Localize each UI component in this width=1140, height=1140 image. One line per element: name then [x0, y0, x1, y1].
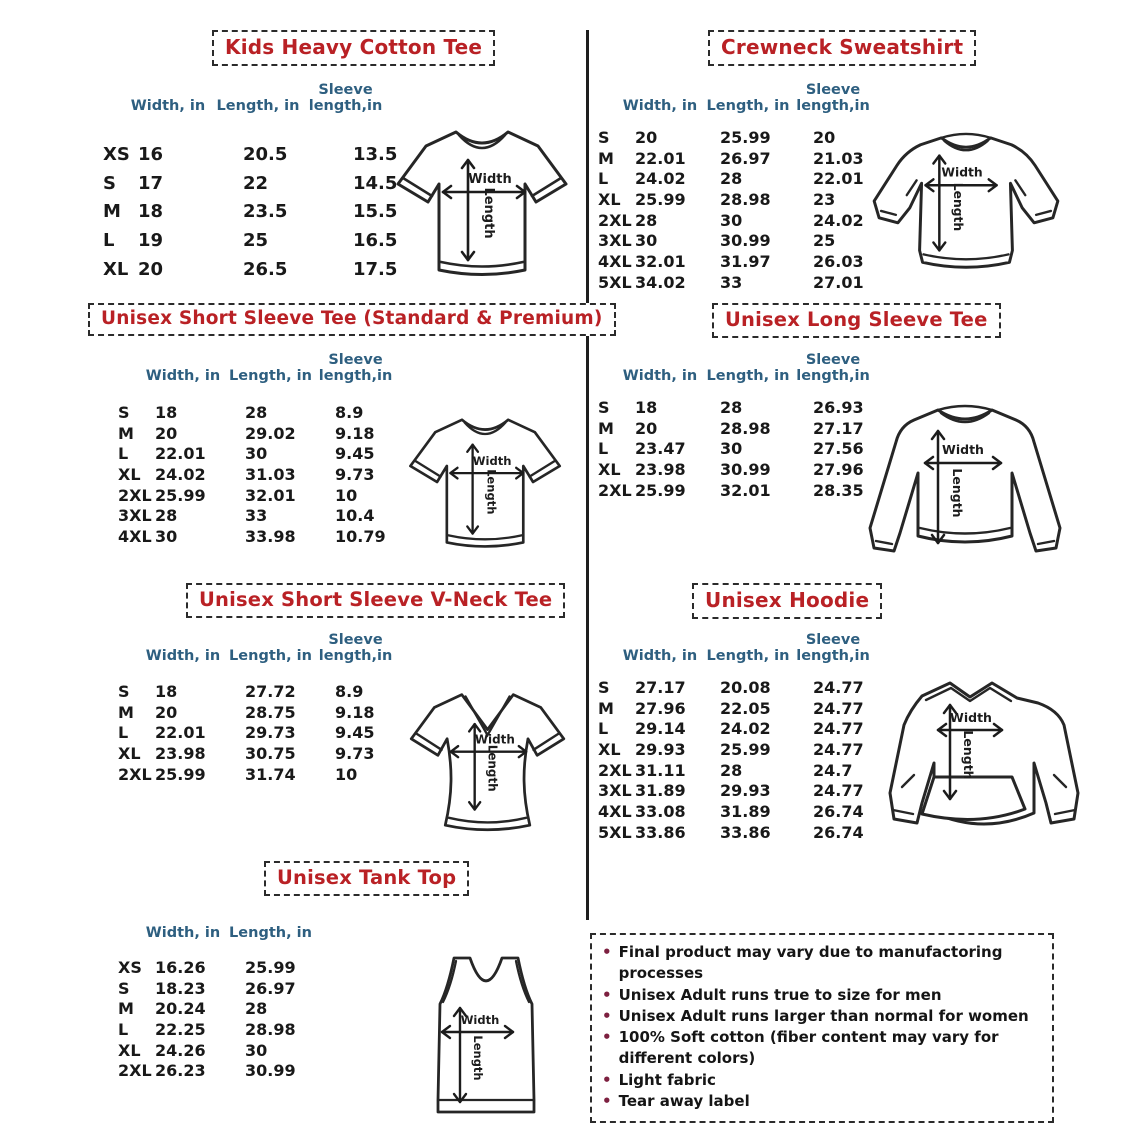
kids-tee-illustration [390, 112, 575, 292]
measurement-value: 20 [155, 702, 178, 722]
width-label: Width [460, 1013, 500, 1027]
table-row [598, 148, 903, 169]
table-row [118, 1060, 335, 1081]
measurement-value: 28 [720, 760, 743, 780]
measurement-value: 33.86 [720, 822, 771, 842]
measurement-value: 27.17 [635, 677, 686, 697]
width-label: Width [941, 165, 983, 180]
table-row [598, 251, 903, 272]
section-title-std-tee: Unisex Short Sleeve Tee (Standard & Premium) [88, 303, 616, 336]
measurement-value: 25.99 [635, 189, 686, 209]
length-label: Length [961, 730, 976, 780]
col-header-width: Width, in [130, 97, 206, 114]
size-label: S [598, 397, 610, 417]
size-label: 4XL [118, 526, 152, 546]
measurement-value: 20.24 [155, 999, 206, 1019]
size-label: 2XL [118, 1061, 152, 1081]
measurement-value: 22.05 [720, 698, 771, 718]
section-title-tank: Unisex Tank Top [264, 861, 469, 896]
measurement-value: 10.79 [335, 526, 386, 546]
measurement-value: 10 [335, 485, 358, 505]
col-header-length: Length, in [229, 647, 312, 664]
col-header-sleeve: Sleeve length,in [318, 631, 393, 664]
measurement-value: 20 [138, 259, 164, 281]
table-row [598, 438, 903, 459]
measurement-value: 25.99 [155, 764, 206, 784]
measurement-value: 18 [635, 397, 658, 417]
length-label: Length [485, 744, 500, 792]
size-label: M [118, 423, 134, 443]
measurement-value: 24.77 [813, 719, 864, 739]
measurement-value: 30 [245, 444, 268, 464]
col-header-sleeve: Sleeve length,in [308, 81, 383, 114]
table-row [598, 272, 903, 293]
table-row [118, 485, 425, 506]
measurement-value: 14.5 [353, 172, 398, 194]
section-title-hoodie: Unisex Hoodie [692, 583, 882, 619]
measurement-value: 24.02 [635, 169, 686, 189]
col-header-sleeve: Sleeve length,in [796, 81, 870, 114]
col-header-sleeve: Sleeve length,in [796, 631, 870, 664]
note-item [602, 985, 1042, 1006]
measurement-value: 18 [138, 201, 164, 223]
measurement-value: 28 [720, 397, 743, 417]
col-header-length: Length, in [229, 924, 312, 941]
measurement-value: 16 [138, 143, 164, 165]
size-label: S [118, 402, 130, 422]
measurement-value: 16.5 [353, 230, 398, 252]
measurement-value: 33.86 [635, 822, 686, 842]
size-label: M [118, 999, 134, 1019]
size-label: 3XL [598, 231, 632, 251]
note-text: 100% Soft cotton (fiber content may vary for different colors) [618, 1028, 999, 1068]
table-row [118, 722, 425, 743]
size-label: M [103, 201, 121, 223]
measurement-value: 10 [335, 764, 358, 784]
measurement-value: 27.96 [813, 459, 864, 479]
measurement-value: 22.25 [155, 1019, 206, 1039]
note-item [602, 1027, 1042, 1070]
section-title-kids-tee: Kids Heavy Cotton Tee [212, 30, 495, 66]
measurement-value: 25 [813, 231, 836, 251]
size-label: 5XL [598, 822, 632, 842]
measurement-value: 25.99 [720, 127, 771, 147]
section-title-vneck: Unisex Short Sleeve V-Neck Tee [186, 583, 565, 618]
width-label: Width [950, 710, 992, 725]
measurement-value: 29.14 [635, 719, 686, 739]
measurement-value: 23.98 [155, 743, 206, 763]
measurement-value: 18 [155, 681, 178, 701]
measurement-value: 20 [635, 127, 658, 147]
column-divider [586, 30, 589, 920]
size-label: S [598, 127, 610, 147]
size-label: S [118, 681, 130, 701]
measurement-value: 24.26 [155, 1040, 206, 1060]
table-row [118, 998, 335, 1019]
section-title-crewneck: Crewneck Sweatshirt [708, 30, 976, 66]
measurement-value: 26.5 [243, 259, 288, 281]
size-label: XL [103, 259, 129, 281]
size-label: L [598, 439, 609, 459]
measurement-value: 24.77 [813, 781, 864, 801]
measurement-value: 31.97 [720, 251, 771, 271]
measurement-value: 17.5 [353, 259, 398, 281]
section-title-longsleeve: Unisex Long Sleeve Tee [712, 303, 1001, 338]
measurement-value: 22 [243, 172, 269, 194]
bullet-icon: • [602, 1028, 612, 1047]
measurement-value: 30 [720, 210, 743, 230]
size-label: XL [598, 459, 621, 479]
table-row [118, 702, 425, 723]
size-label: XL [118, 1040, 141, 1060]
col-header-length: Length, in [706, 97, 790, 114]
table-row [118, 505, 425, 526]
measurement-value: 16.26 [155, 957, 206, 977]
note-text: Tear away label [618, 1092, 750, 1111]
table-row [118, 423, 425, 444]
size-label: 3XL [118, 506, 152, 526]
size-label: XS [118, 957, 142, 977]
measurement-value: 32.01 [720, 480, 771, 500]
table-row [598, 210, 903, 231]
size-label: S [103, 172, 116, 194]
measurement-value: 28 [245, 402, 268, 422]
measurement-value: 20.5 [243, 143, 288, 165]
measurement-value: 29.02 [245, 423, 296, 443]
table-row [118, 1019, 335, 1040]
table-row [118, 978, 335, 999]
measurement-value: 26.74 [813, 801, 864, 821]
table-row [598, 780, 903, 801]
measurement-value: 31.03 [245, 464, 296, 484]
measurement-value: 26.93 [813, 397, 864, 417]
measurement-value: 26.97 [245, 978, 296, 998]
size-label: M [598, 698, 614, 718]
note-item [602, 942, 1042, 985]
table-row [598, 698, 903, 719]
table-row [598, 718, 903, 739]
measurement-value: 28.98 [720, 189, 771, 209]
measurement-value: 24.77 [813, 698, 864, 718]
longsleeve-illustration [860, 398, 1070, 563]
table-row [598, 801, 903, 822]
length-label: Length [950, 468, 965, 518]
measurement-value: 22.01 [813, 169, 864, 189]
length-label: Length [951, 182, 966, 232]
measurement-value: 28 [155, 506, 178, 526]
size-label: 2XL [598, 480, 632, 500]
measurement-value: 26.74 [813, 822, 864, 842]
measurement-value: 30.99 [720, 459, 771, 479]
table-row [598, 677, 903, 698]
collar-line [941, 134, 990, 138]
measurement-value: 30 [720, 439, 743, 459]
measurement-value: 9.45 [335, 444, 375, 464]
measurement-value: 10.4 [335, 506, 375, 526]
measurement-value: 25.99 [155, 485, 206, 505]
table-row [598, 189, 903, 210]
measurement-value: 9.18 [335, 423, 375, 443]
size-label: 2XL [118, 764, 152, 784]
measurement-value: 27.96 [635, 698, 686, 718]
col-header-sleeve: Sleeve length,in [796, 351, 870, 384]
size-label: XL [118, 464, 141, 484]
length-label: Length [484, 469, 499, 515]
size-label: 5XL [598, 272, 632, 292]
col-header-length: Length, in [706, 367, 790, 384]
size-label: L [598, 169, 609, 189]
measurement-value: 23.5 [243, 201, 288, 223]
measurement-value: 22.01 [155, 723, 206, 743]
measurement-value: 26.23 [155, 1061, 206, 1081]
kangaroo-pocket [922, 777, 1025, 819]
measurement-value: 9.18 [335, 702, 375, 722]
std-tee-illustration [403, 402, 568, 562]
measurement-value: 18.23 [155, 978, 206, 998]
measurement-value: 32.01 [245, 485, 296, 505]
width-label: Width [942, 442, 984, 457]
measurement-value: 20 [635, 418, 658, 438]
table-row [118, 743, 425, 764]
note-text: Unisex Adult runs true to size for men [618, 985, 942, 1004]
width-label: Width [468, 172, 512, 187]
table-row [598, 168, 903, 189]
col-header-sleeve: Sleeve length,in [318, 351, 393, 384]
size-label: L [118, 444, 129, 464]
bullet-icon: • [602, 1092, 612, 1111]
product-notes-box [590, 933, 1054, 1123]
table-row [598, 459, 903, 480]
table-row [118, 526, 425, 547]
table-row [598, 127, 903, 148]
table-row [598, 230, 903, 251]
measurement-value: 31.11 [635, 760, 686, 780]
length-label: Length [471, 1035, 485, 1081]
measurement-value: 22.01 [635, 148, 686, 168]
measurement-value: 26.97 [720, 148, 771, 168]
size-label: L [598, 719, 609, 739]
col-header-width: Width, in [622, 367, 698, 384]
size-label: 4XL [598, 801, 632, 821]
size-label: M [118, 702, 134, 722]
size-label: XL [598, 189, 621, 209]
measurement-value: 23 [813, 189, 836, 209]
size-label: S [598, 677, 610, 697]
col-header-length: Length, in [229, 367, 312, 384]
size-label: 2XL [598, 210, 632, 230]
measurement-value: 8.9 [335, 681, 364, 701]
table-row [598, 739, 903, 760]
bullet-icon: • [602, 1070, 612, 1089]
size-label: L [118, 1019, 129, 1039]
measurement-value: 30 [635, 231, 658, 251]
tank-illustration [424, 950, 548, 1122]
size-label: L [103, 230, 115, 252]
measurement-value: 27.01 [813, 272, 864, 292]
table-row [118, 1040, 335, 1061]
col-header-width: Width, in [145, 367, 221, 384]
note-text: Final product may vary due to manufactoring processes [618, 943, 1003, 983]
size-label: M [598, 418, 614, 438]
measurement-value: 24.02 [813, 210, 864, 230]
measurement-value: 29.93 [635, 739, 686, 759]
size-label: XL [118, 743, 141, 763]
measurement-value: 33 [720, 272, 743, 292]
note-text: Light fabric [618, 1070, 716, 1089]
measurement-value: 9.73 [335, 464, 375, 484]
col-header-width: Width, in [622, 647, 698, 664]
note-text: Unisex Adult runs larger than normal for women [618, 1006, 1029, 1025]
table-row [598, 480, 903, 501]
measurement-value: 28 [720, 169, 743, 189]
measurement-value: 23.98 [635, 459, 686, 479]
bullet-icon: • [602, 985, 612, 1004]
measurement-value: 21.03 [813, 148, 864, 168]
measurement-value: 29.93 [720, 781, 771, 801]
measurement-value: 26.03 [813, 251, 864, 271]
size-label: L [118, 723, 129, 743]
size-label: XL [598, 739, 621, 759]
measurement-value: 33.08 [635, 801, 686, 821]
measurement-value: 30 [245, 1040, 268, 1060]
table-row [118, 681, 425, 702]
measurement-value: 15.5 [353, 201, 398, 223]
measurement-value: 19 [138, 230, 164, 252]
measurement-value: 27.72 [245, 681, 296, 701]
measurement-value: 25 [243, 230, 269, 252]
measurement-value: 28 [635, 210, 658, 230]
table-row [598, 397, 903, 418]
measurement-value: 24.77 [813, 739, 864, 759]
measurement-value: 24.02 [720, 719, 771, 739]
measurement-value: 33.98 [245, 526, 296, 546]
table-row [598, 822, 903, 843]
measurement-value: 28.98 [720, 418, 771, 438]
col-header-width: Width, in [145, 647, 221, 664]
size-label: S [118, 978, 130, 998]
measurement-value: 28.35 [813, 480, 864, 500]
measurement-value: 31.74 [245, 764, 296, 784]
measurement-value: 9.45 [335, 723, 375, 743]
size-label: XS [103, 143, 130, 165]
measurement-value: 9.73 [335, 743, 375, 763]
size-label: 4XL [598, 251, 632, 271]
measurement-value: 24.7 [813, 760, 853, 780]
col-header-length: Length, in [216, 97, 300, 114]
measurement-value: 30.99 [720, 231, 771, 251]
measurement-value: 8.9 [335, 402, 364, 422]
measurement-value: 31.89 [635, 781, 686, 801]
measurement-value: 34.02 [635, 272, 686, 292]
measurement-value: 25.99 [720, 739, 771, 759]
measurement-value: 28.98 [245, 1019, 296, 1039]
size-label: 3XL [598, 781, 632, 801]
table-row [118, 443, 425, 464]
measurement-value: 20 [813, 127, 836, 147]
hoodie-illustration [878, 663, 1090, 858]
measurement-value: 23.47 [635, 439, 686, 459]
size-label: 2XL [598, 760, 632, 780]
crewneck-illustration [862, 126, 1070, 284]
measurement-value: 30.99 [245, 1061, 296, 1081]
measurement-value: 17 [138, 172, 164, 194]
measurement-value: 18 [155, 402, 178, 422]
measurement-value: 32.01 [635, 251, 686, 271]
measurement-value: 20 [155, 423, 178, 443]
measurement-value: 28 [245, 999, 268, 1019]
bullet-icon: • [602, 943, 612, 961]
col-header-width: Width, in [622, 97, 698, 114]
note-item [602, 1006, 1042, 1027]
size-label: M [598, 148, 614, 168]
table-row [598, 418, 903, 439]
table-row [118, 957, 335, 978]
size-label: 2XL [118, 485, 152, 505]
collar-line [938, 406, 992, 410]
measurement-value: 28.75 [245, 702, 296, 722]
measurement-value: 24.77 [813, 677, 864, 697]
measurement-value: 29.73 [245, 723, 296, 743]
measurement-value: 31.89 [720, 801, 771, 821]
measurement-value: 33 [245, 506, 268, 526]
measurement-value: 25.99 [245, 957, 296, 977]
table-row [118, 402, 425, 423]
col-header-length: Length, in [706, 647, 790, 664]
measurement-value: 25.99 [635, 480, 686, 500]
width-label: Width [472, 454, 512, 469]
col-header-width: Width, in [145, 924, 221, 941]
measurement-value: 27.56 [813, 439, 864, 459]
measurement-value: 13.5 [353, 143, 398, 165]
length-label: Length [481, 187, 496, 239]
measurement-value: 30 [155, 526, 178, 546]
vneck-illustration [403, 675, 573, 843]
note-item [602, 1091, 1042, 1112]
measurement-value: 24.02 [155, 464, 206, 484]
table-row [118, 464, 425, 485]
measurement-value: 20.08 [720, 677, 771, 697]
measurement-value: 27.17 [813, 418, 864, 438]
table-row [118, 764, 425, 785]
measurement-value: 30.75 [245, 743, 296, 763]
note-item [602, 1070, 1042, 1091]
table-row [598, 760, 903, 781]
bullet-icon: • [602, 1006, 612, 1025]
width-label: Width [474, 732, 515, 747]
measurement-value: 22.01 [155, 444, 206, 464]
